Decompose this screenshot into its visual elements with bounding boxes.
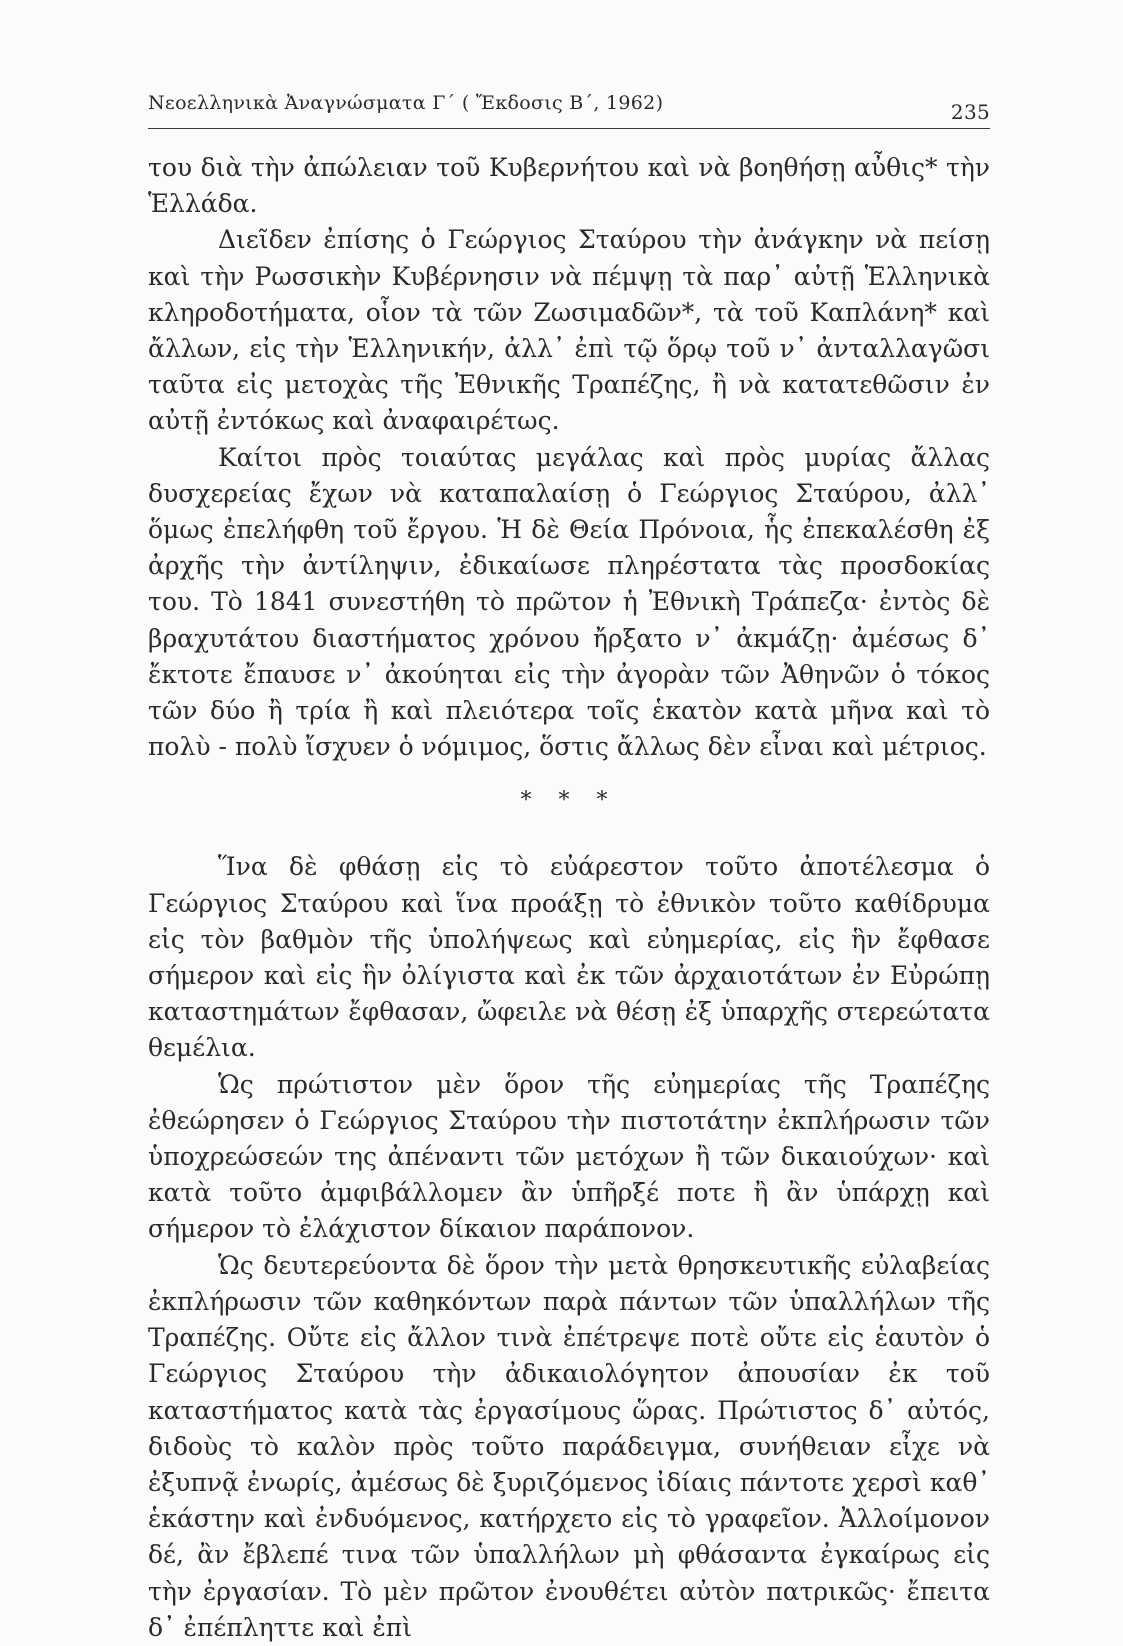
page-number: 235 — [950, 100, 990, 124]
header-rule — [148, 128, 990, 129]
paragraph: Διεῖδεν ἐπίσης ὁ Γεώργιος Σταύρου τὴν ἀνάγκην νὰ πείσῃ καὶ τὴν Ρωσσικὴν Κυβέρνησιν νὰ πέμψῃ τὰ παρ᾽ αὐτῇ Ἑλληνικὰ κληροδοτήματα, οἷον τὰ τῶν Ζωσιμαδῶν*, τὰ τοῦ Καπλάνη* καὶ ἄλλων, εἰς τὴν Ἑλληνικήν, ἀλλ᾽ ἐπὶ τῷ ὅρῳ τοῦ ν᾽ ἀνταλλαγῶσι ταῦτα εἰς μετοχὰς τῆς Ἐθνικῆς Τραπέζης, ἢ νὰ κατατεθῶσιν ἐν αὐτῇ ἐντόκως καὶ ἀναφαιρέτως. — [148, 225, 990, 436]
section-separator: * * * — [520, 788, 618, 814]
paragraph: του διὰ τὴν ἀπώλειαν τοῦ Κυβερνήτου καὶ νὰ βοηθήσῃ αὖθις* τὴν Ἑλλάδα. — [148, 153, 990, 219]
paragraph: Ὡς δευτερεύοντα δὲ ὅρον τὴν μετὰ θρησκευτικῆς εὐλαβείας ἐκπλήρωσιν τῶν καθηκόντων παρὰ πάντων τῶν ὑπαλλήλων τῆς Τραπέζης. Οὔτε εἰς ἄλλον τινὰ ἐπέτρεψε ποτὲ οὔτε εἰς ἑαυτὸν ὁ Γεώργιος Σταύρου τὴν ἀδικαιολόγητον ἀπουσίαν ἐκ τοῦ καταστήματος κατὰ τὰς ἐργασίμους ὥρας. Πρώτιστος δ᾽ αὐτός, διδοὺς τὸ καλὸν πρὸς τοῦτο παράδειγμα, συνήθειαν εἶχε νὰ ἐξυπνᾷ ἐνωρίς, ἀμέσως δὲ ξυριζόμενος ἰδίαις πάντοτε χερσὶ καθ᾽ ἑκάστην καὶ ἐνδυόμενος, κατήρχετο εἰς τὸ γραφεῖον. Ἀλλοίμονον δέ, ἂν ἔβλεπέ τινα τῶν ὑπαλλήλων μὴ φθάσαντα ἐγκαίρως εἰς τὴν ἐργασίαν. Τὸ μὲν πρῶτον ἐνουθέτει αὐτὸν πατρικῶς· ἔπειτα δ᾽ ἐπέπληττε καὶ ἐπὶ — [148, 1250, 990, 1642]
body-text — [148, 150, 990, 1646]
paragraph: Καίτοι πρὸς τοιαύτας μεγάλας καὶ πρὸς μυρίας ἄλλας δυσχερείας ἔχων νὰ καταπαλαίσῃ ὁ Γεώργιος Σταύρου, ἀλλ᾽ ὅμως ἐπελήφθη τοῦ ἔργου. Ἡ δὲ Θεία Πρόνοια, ἧς ἐπεκαλέσθη ἐξ ἀρχῆς τὴν ἀντίληψιν, ἐδικαίωσε πληρέστατα τὰς προσδοκίας του. Τὸ 1841 συνεστήθη τὸ πρῶτον ἡ Ἐθνικὴ Τράπεζα· ἐντὸς δὲ βραχυτάτου διαστήματος χρόνου ἤρξατο ν᾽ ἀκμάζῃ· ἀμέσως δ᾽ ἔκτοτε ἔπαυσε ν᾽ ἀκούηται εἰς τὴν ἀγορὰν τῶν Ἀθηνῶν ὁ τόκος τῶν δύο ἢ τρία ἢ καὶ πλειότερα τοῖς ἑκατὸν κατὰ μῆνα καὶ τὸ πολὺ - πολὺ ἴσχυεν ὁ νόμιμος, ὅστις ἄλλως δὲν εἶναι καὶ μέτριος. — [148, 442, 990, 762]
paragraph: Ἵνα δὲ φθάσῃ εἰς τὸ εὐάρεστον τοῦτο ἀποτέλεσμα ὁ Γεώργιος Σταύρου καὶ ἵνα προάξῃ τὸ ἐθνικὸν τοῦτο καθίδρυμα εἰς τὸν βαθμὸν τῆς ὑπολήψεως καὶ εὐημερίας, εἰς ἣν ἔφθασε σήμερον καὶ εἰς ἣν ὀλίγιστα καὶ ἐκ τῶν ἀρχαιοτάτων ἐν Εὐρώπῃ καταστημάτων ἔφθασαν, ὤφειλε νὰ θέσῃ ἐξ ὑπαρχῆς στερεώτατα θεμέλια. — [148, 852, 990, 1063]
paragraph: Ὡς πρώτιστον μὲν ὅρον τῆς εὐημερίας τῆς Τραπέζης ἐθεώρησεν ὁ Γεώργιος Σταύρου τὴν πιστοτάτην ἐκπλήρωσιν τῶν ὑποχρεώσεών της ἀπέναντι τῶν μετόχων ἢ τῶν δικαιούχων· καὶ κατὰ τοῦτο ἀμφιβάλλομεν ἂν ὑπῆρξέ ποτε ἢ ἂν ὑπάρχῃ καὶ σήμερον τὸ ἐλάχιστον δίκαιον παράπονον. — [148, 1069, 990, 1244]
running-head — [148, 86, 990, 124]
book-title: Νεοελληνικὰ Ἀναγνώσματα Γ΄ ( Ἔκδοσις Β΄, 1962) — [148, 92, 664, 114]
